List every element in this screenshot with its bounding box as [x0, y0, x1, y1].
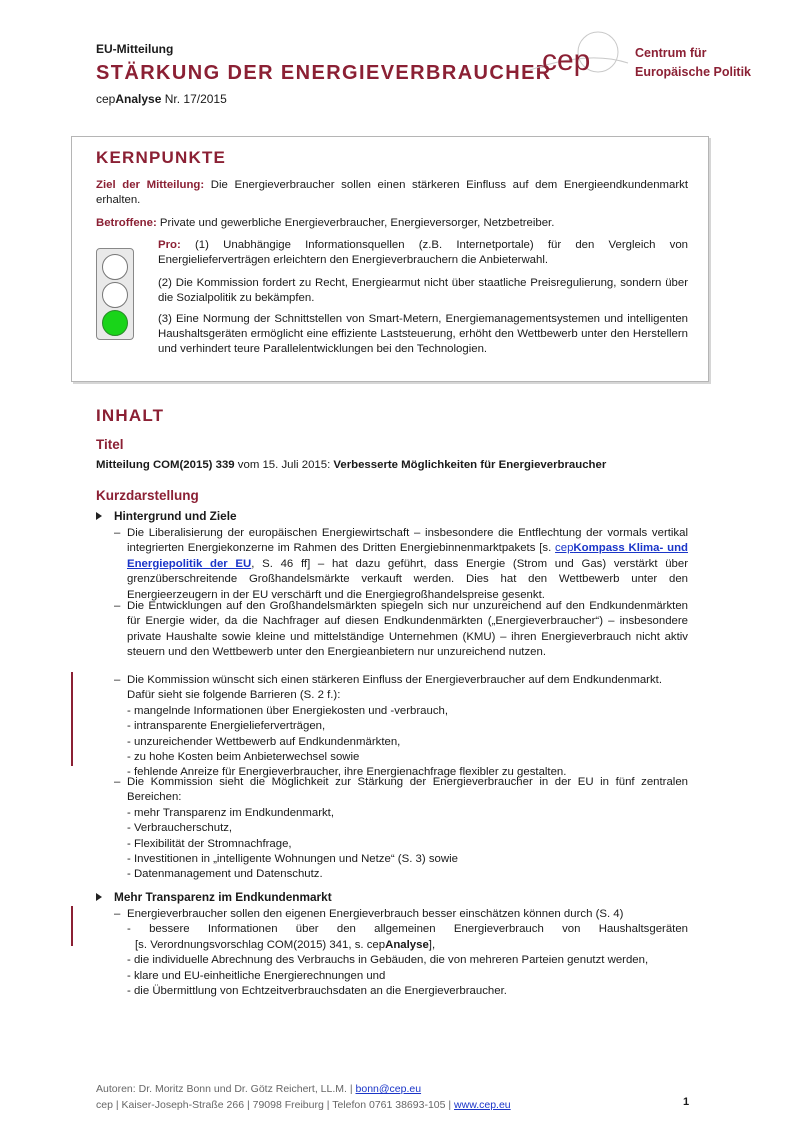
section-1-heading: Hintergrund und Ziele — [114, 509, 237, 523]
ref-pre: [s. Verordnungsvorschlag COM(2015) 341, s. cep — [135, 938, 386, 951]
list-item: - unzureichender Wettbewerb auf Endkundenmärkten, — [127, 735, 401, 748]
pro-point-3: (3) Eine Normung der Schnittstellen von Smart-Metern, Energiemanagementsystemen und intelligenten Haushaltsgeräten ermöglicht eine effiziente Laststeuerung, erhöht den Wettbewerb unter den Herstellern und verhindert teure Parallelentwicklungen bei den Technologien. — [158, 313, 688, 355]
list-item: - zu hohe Kosten beim Anbieterwechsel sowie — [127, 751, 360, 764]
pro-1-text: (1) Unabhängige Informationsquellen (z.B. Internetportale) für den Vergleich von Energielieferverträgen erleichtern den Energieverbrauchern die Anbieterwahl. — [158, 239, 688, 266]
compass-link-prefix: cep — [555, 542, 574, 555]
title-name: Verbesserte Möglichkeiten für Energieverbraucher — [333, 459, 607, 471]
d1-part-a: Die Liberalisierung der europäischen Energiewirtschaft – insbesondere die Entflechtung der vormals vertikal integrierten Energiekonzerne im Rahmen des Dritten Energiebinnenmarktpakets [s. — [127, 527, 688, 555]
dash-item-1 — [114, 526, 688, 603]
footer-authors — [96, 1083, 421, 1095]
transparency-list — [127, 922, 688, 999]
bullet-triangle-icon — [96, 512, 102, 520]
list-item: - die individuelle Abrechnung des Verbrauchs in Gebäuden, die von mehreren Parteien genutzt werden, — [127, 954, 649, 967]
title-ref: Mitteilung COM(2015) 339 — [96, 459, 235, 471]
dash-item-1-text — [127, 526, 688, 603]
footer-address-text: cep | Kaiser-Joseph-Straße 266 | 79098 Freiburg | Telefon 0761 38693-105 | — [96, 1099, 455, 1111]
footer-authors-text: Autoren: Dr. Moritz Bonn und Dr. Götz Reichert, LL.M. | — [96, 1083, 356, 1095]
dash-item-5 — [114, 907, 688, 999]
summary-heading: Kurzdarstellung — [96, 488, 199, 503]
affected-text: Private und gewerbliche Energieverbraucher, Energieversorger, Netzbetreiber. — [156, 217, 555, 229]
list-item-continuation — [127, 938, 688, 953]
website-link[interactable]: www.cep.eu — [454, 1099, 511, 1111]
list-item: - bessere Informationen über den allgemeinen Energieverbrauch von Haushaltsgeräten — [127, 923, 688, 936]
section-2-heading: Mehr Transparenz im Endkundenmarkt — [114, 890, 332, 904]
logo-line1: Centrum für — [635, 46, 707, 60]
ref-bold: Analyse — [385, 938, 429, 951]
logo-org-name — [635, 44, 751, 82]
key-points-title: KERNPUNKTE — [96, 148, 227, 167]
logo-line2: Europäische Politik — [635, 65, 752, 79]
list-item: - mehr Transparenz im Endkundenmarkt, — [127, 806, 335, 819]
dash-item-3-text: Die Kommission wünscht sich einen stärkeren Einfluss der Energieverbraucher auf dem Endkundenmarkt. Dafür sieht sie folgende Barrieren (S. 2 f.): — [127, 674, 662, 702]
barrier-list — [127, 704, 688, 781]
affected-label: Betroffene: — [96, 217, 157, 229]
page-number: 1 — [683, 1096, 690, 1108]
list-item: - Flexibilität der Stromnachfrage, — [127, 837, 292, 850]
list-item: - mangelnde Informationen über Energiekosten und -verbrauch, — [127, 704, 449, 717]
list-item: - Investitionen in „intelligente Wohnungen und Netze“ (S. 3) sowie — [127, 853, 458, 866]
pro-point-2: (2) Die Kommission fordert zu Recht, Energiearmut nicht über staatliche Preisregulierung, sondern über die Sozialpolitik zu bekämpfen. — [158, 277, 688, 304]
footer-address — [96, 1099, 511, 1111]
list-item: - intransparente Energielieferverträgen, — [127, 720, 326, 733]
traffic-light-icon — [96, 248, 134, 340]
sub-prefix: cep — [96, 92, 116, 106]
change-marker-bar — [71, 672, 73, 766]
goal-paragraph — [96, 178, 688, 208]
dash-item-4-text: Die Kommission sieht die Möglichkeit zur Stärkung der Energieverbraucher in der EU in fünf zentralen Bereichen: — [127, 776, 688, 804]
analysis-number — [96, 92, 227, 106]
title-heading: Titel — [96, 437, 124, 452]
dash-item-2-text: Die Entwicklungen auf den Großhandelsmärkten spiegeln sich nur unzureichend auf den Endkundenmärkten für Energie wider, da die Nachfrager auf diesen Endkundenmärkten („Energieverbraucher“) – insbesondere private Haushalte sowie kleine und mittelständige Unternehmen (KMU) – ihren Energieverbrauch nicht aktiv steuern und den Wettbewerb unter den Energieanbietern nur unzureichend nutzen. — [127, 600, 688, 659]
dash-item-2 — [114, 599, 688, 661]
bullet-triangle-icon — [96, 893, 102, 901]
pro-label: Pro: — [158, 239, 181, 251]
goal-label: Ziel der Mitteilung: — [96, 179, 205, 191]
dash-glyph: – — [114, 674, 121, 686]
areas-list — [127, 806, 688, 883]
list-item: - die Übermittlung von Echtzeitverbrauchsdaten an die Energieverbraucher. — [127, 985, 507, 998]
title-line — [96, 458, 696, 473]
dash-item-5-text: Energieverbraucher sollen den eigenen Energieverbrauch besser einschätzen können durch (S. 4) — [127, 908, 624, 920]
list-item: - Verbraucherschutz, — [127, 822, 233, 835]
list-item: - Datenmanagement und Datenschutz. — [127, 868, 323, 881]
change-marker-bar — [71, 906, 73, 946]
ref-post: ], — [428, 938, 436, 951]
title-date: vom 15. Juli 2015: — [234, 459, 334, 471]
dash-glyph: – — [114, 908, 121, 920]
traffic-light-red-lamp — [102, 254, 128, 280]
section-background-goals — [96, 509, 237, 523]
dash-glyph: – — [114, 527, 121, 539]
dash-glyph: – — [114, 600, 121, 612]
dash-item-3 — [114, 673, 688, 781]
document-type-label: EU-Mitteilung — [96, 42, 174, 56]
content-title: INHALT — [96, 406, 165, 425]
sub-bold: Analyse — [115, 92, 162, 106]
logo-mark: cep — [542, 44, 591, 77]
affected-paragraph — [96, 216, 688, 231]
document-title: STÄRKUNG DER ENERGIEVERBRAUCHER — [96, 62, 552, 84]
dash-item-4 — [114, 775, 688, 883]
email-link[interactable]: bonn@cep.eu — [355, 1083, 422, 1095]
traffic-light-yellow-lamp — [102, 282, 128, 308]
sub-suffix: Nr. 17/2015 — [161, 92, 227, 106]
compass-link-title: Kompass Klima- und Energiepolitik der EU — [127, 542, 688, 570]
d1-part-b: , S. 46 ff] – hat dazu geführt, dass Energie (Strom und Gas) verstärkt über grenzüberschreitende Großhandelsmärkte verkauft werden. Dies hat den Wettbewerb unter den Energieerzeugern in der EU verschärft und die Energiegroßhandelspreise gesenkt. — [127, 557, 689, 601]
traffic-light-green-lamp — [102, 310, 128, 336]
goal-text: Die Energieverbraucher sollen einen stärkeren Einfluss auf dem Energieendkundenmarkt erhalten. — [96, 179, 689, 206]
list-item: - fehlende Anreize für Energieverbraucher, ihre Energienachfrage flexibler zu gestalten. — [127, 766, 567, 779]
dash-glyph: – — [114, 776, 121, 788]
section-transparency — [96, 890, 332, 904]
pro-point-1 — [158, 238, 688, 268]
list-item: - klare und EU-einheitliche Energierechnungen und — [127, 969, 386, 982]
